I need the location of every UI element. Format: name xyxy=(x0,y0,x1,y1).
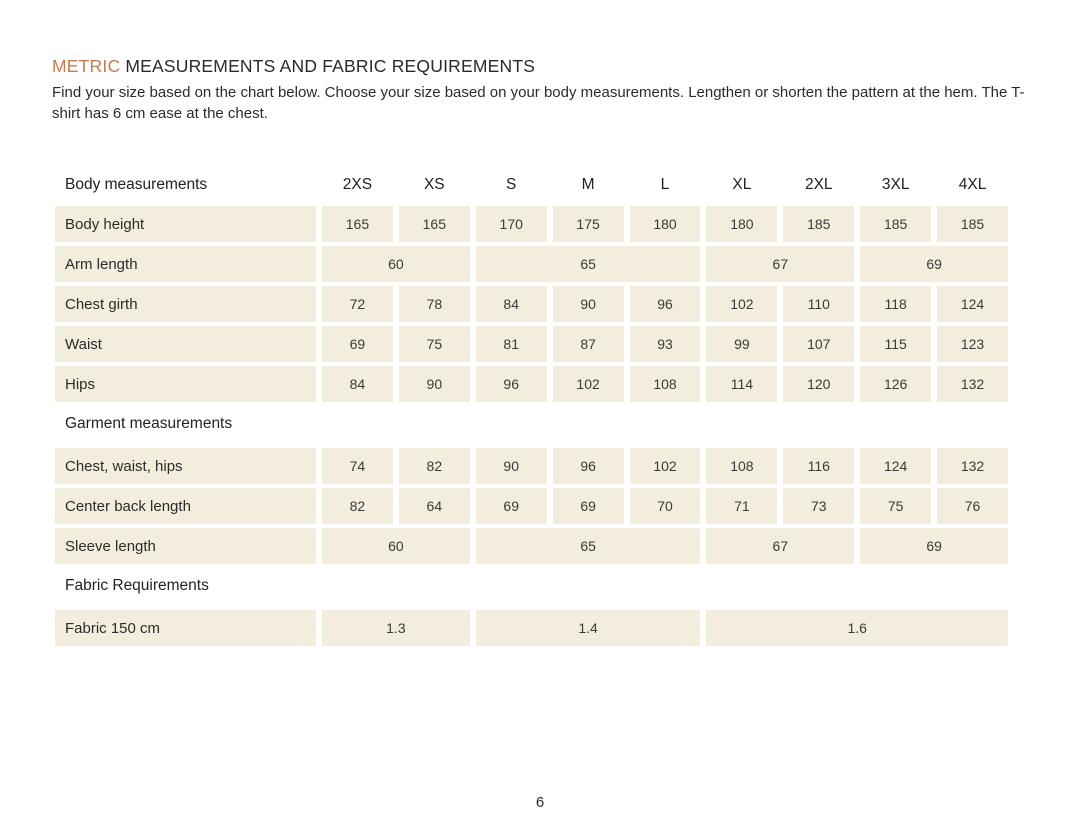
measurement-cell: 71 xyxy=(706,488,777,524)
measurement-cell: 87 xyxy=(553,326,624,362)
table-row xyxy=(55,610,1008,646)
column-header-body-measurements: Body measurements xyxy=(65,176,208,193)
measurement-cell: 132 xyxy=(937,366,1008,402)
measurement-cell: 107 xyxy=(783,326,854,362)
measurement-cell: 126 xyxy=(860,366,931,402)
measurement-cell: 69 xyxy=(860,528,1008,564)
measurement-cell: 90 xyxy=(553,286,624,322)
measurement-cell: 120 xyxy=(783,366,854,402)
measurement-cell: 110 xyxy=(783,286,854,322)
row-label: Center back length xyxy=(55,488,316,524)
measurement-cell: 108 xyxy=(706,448,777,484)
measurement-cell: 69 xyxy=(553,488,624,524)
measurement-cell: 102 xyxy=(630,448,701,484)
measurement-cell: 74 xyxy=(322,448,393,484)
measurement-cell: 108 xyxy=(630,366,701,402)
measurement-cell: 82 xyxy=(399,448,470,484)
measurement-cell: 82 xyxy=(322,488,393,524)
measurement-cell: 124 xyxy=(860,448,931,484)
size-column-header-xl: XL xyxy=(732,176,752,193)
size-column-header-3xl: 3XL xyxy=(881,176,910,193)
measurement-cell: 90 xyxy=(399,366,470,402)
measurement-cell: 96 xyxy=(476,366,547,402)
measurement-cell: 84 xyxy=(322,366,393,402)
size-column-header-l: L xyxy=(660,176,670,193)
measurement-cell: 165 xyxy=(399,206,470,242)
measurement-cell: 90 xyxy=(476,448,547,484)
measurement-cell: 78 xyxy=(399,286,470,322)
row-label: Chest girth xyxy=(55,286,316,322)
row-label: Sleeve length xyxy=(55,528,316,564)
measurement-cell: 96 xyxy=(553,448,624,484)
measurement-cell: 123 xyxy=(937,326,1008,362)
measurement-cell: 69 xyxy=(322,326,393,362)
section-label: Garment measurements xyxy=(65,415,233,432)
measurement-cell: 1.6 xyxy=(706,610,1008,646)
measurement-cell: 69 xyxy=(860,246,1008,282)
intro-text: Find your size based on the chart below. Choose your size based on your body measurements. Lengthen or shorten the pattern at the hem. The T-shirt has 6 cm ease at the chest. xyxy=(52,84,1025,122)
page-title xyxy=(52,56,1080,77)
section-label: Fabric Requirements xyxy=(65,577,209,594)
measurement-cell: 60 xyxy=(322,528,470,564)
measurement-cell: 72 xyxy=(322,286,393,322)
measurement-cell: 180 xyxy=(630,206,701,242)
measurement-cell: 73 xyxy=(783,488,854,524)
measurement-cell: 76 xyxy=(937,488,1008,524)
page-title-rest: MEASUREMENTS AND FABRIC REQUIREMENTS xyxy=(125,56,536,76)
measurement-cell: 1.3 xyxy=(322,610,470,646)
measurement-cell: 185 xyxy=(937,206,1008,242)
measurement-cell: 96 xyxy=(630,286,701,322)
measurement-cell: 75 xyxy=(399,326,470,362)
row-label: Arm length xyxy=(55,246,316,282)
measurement-cell: 81 xyxy=(476,326,547,362)
row-label: Chest, waist, hips xyxy=(55,448,316,484)
table-row xyxy=(55,366,1008,402)
table-row xyxy=(55,286,1008,322)
table-row xyxy=(55,246,1008,282)
measurement-cell: 65 xyxy=(476,528,701,564)
measurement-cell: 185 xyxy=(860,206,931,242)
table-header-row xyxy=(55,171,1008,199)
measurement-cell: 132 xyxy=(937,448,1008,484)
size-column-header-m: M xyxy=(581,176,595,193)
measurement-cell: 102 xyxy=(553,366,624,402)
table-row xyxy=(55,206,1008,242)
size-table xyxy=(55,171,1008,646)
measurement-cell: 170 xyxy=(476,206,547,242)
measurement-cell: 124 xyxy=(937,286,1008,322)
measurement-cell: 118 xyxy=(860,286,931,322)
measurement-cell: 93 xyxy=(630,326,701,362)
measurement-cell: 67 xyxy=(706,246,854,282)
row-label: Waist xyxy=(55,326,316,362)
measurement-cell: 84 xyxy=(476,286,547,322)
row-label: Fabric 150 cm xyxy=(55,610,316,646)
pattern-document-page xyxy=(0,56,1080,817)
measurement-cell: 102 xyxy=(706,286,777,322)
measurement-cell: 99 xyxy=(706,326,777,362)
size-column-header-s: S xyxy=(506,176,517,193)
measurement-cell: 180 xyxy=(706,206,777,242)
table-row xyxy=(55,448,1008,484)
measurement-cell: 67 xyxy=(706,528,854,564)
table-row xyxy=(55,528,1008,564)
row-label: Hips xyxy=(55,366,316,402)
table-row xyxy=(55,326,1008,362)
measurement-cell: 75 xyxy=(860,488,931,524)
size-column-header-2xl: 2XL xyxy=(804,176,833,193)
measurement-cell: 115 xyxy=(860,326,931,362)
page-number: 6 xyxy=(535,794,545,811)
row-label: Body height xyxy=(55,206,316,242)
measurement-cell: 116 xyxy=(783,448,854,484)
size-column-header-2xs: 2XS xyxy=(342,176,373,193)
measurement-cell: 60 xyxy=(322,246,470,282)
size-column-header-xs: XS xyxy=(423,176,445,193)
measurement-cell: 165 xyxy=(322,206,393,242)
size-column-header-4xl: 4XL xyxy=(958,176,987,193)
measurement-cell: 114 xyxy=(706,366,777,402)
measurement-cell: 69 xyxy=(476,488,547,524)
measurement-cell: 65 xyxy=(476,246,701,282)
measurement-cell: 185 xyxy=(783,206,854,242)
measurement-cell: 64 xyxy=(399,488,470,524)
table-row xyxy=(55,488,1008,524)
measurement-cell: 1.4 xyxy=(476,610,701,646)
measurement-cell: 175 xyxy=(553,206,624,242)
page-title-highlight: METRIC xyxy=(52,56,121,76)
measurement-cell: 70 xyxy=(630,488,701,524)
